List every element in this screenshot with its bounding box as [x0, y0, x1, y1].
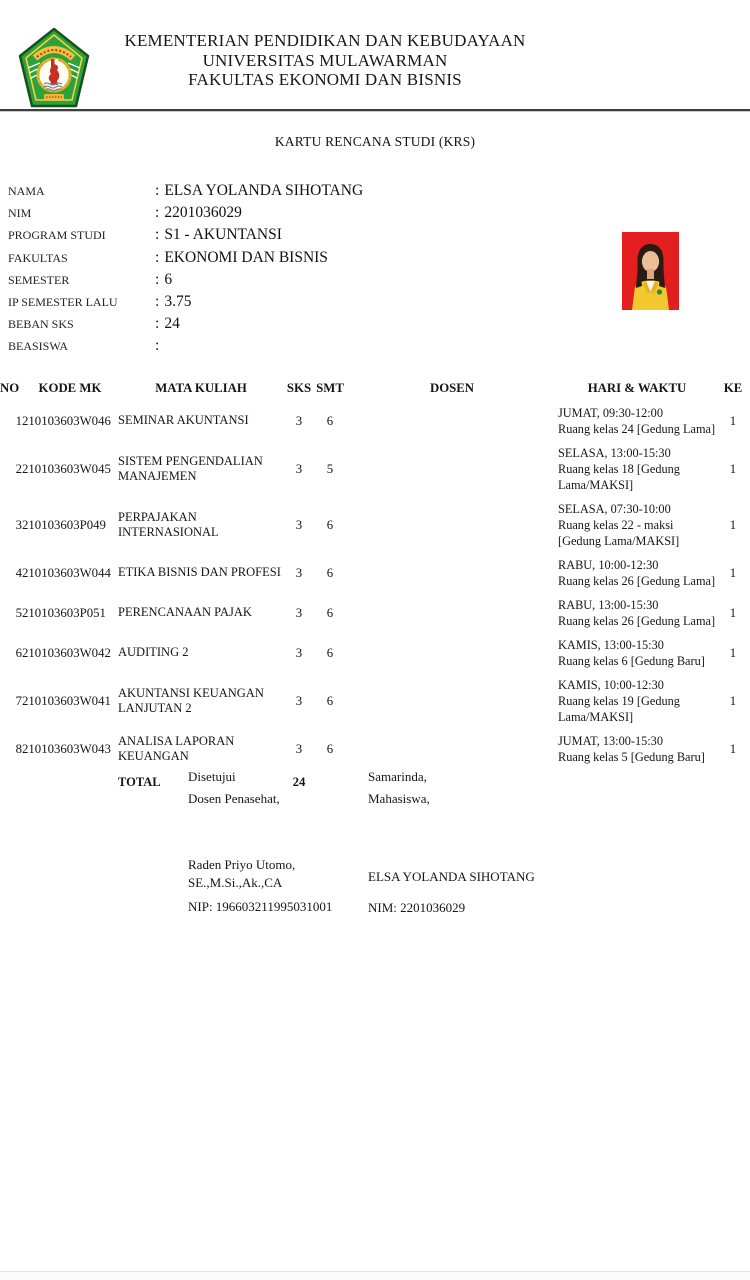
course-row — [0, 673, 750, 729]
info-colon: : — [155, 182, 160, 199]
cell-kode-mk: 210103603W046 — [22, 413, 111, 428]
info-value: S1 - AKUNTANSI — [164, 226, 282, 244]
cell-hari-waktu — [558, 673, 716, 729]
cell-kelas: 1 — [729, 565, 737, 580]
cell-smt: 6 — [326, 645, 334, 660]
cell-mata-kuliah: ANALISA LAPORAN KEUANGAN — [118, 733, 235, 763]
cell-sks: 3 — [295, 565, 303, 580]
header-dosen: DOSEN — [429, 381, 475, 395]
student-nim: NIM: 2201036029 — [368, 900, 466, 915]
student-info — [8, 182, 608, 360]
cell-mata-kuliah: SISTEM PENGENDALIAN MANAJEMEN — [118, 453, 263, 483]
schedule-room: Ruang kelas 6 [Gedung Baru] — [558, 654, 705, 668]
cell-no: 2 — [15, 461, 22, 476]
schedule-day-time: SELASA, 07:30-10:00 — [558, 502, 671, 516]
cell-smt: 6 — [326, 517, 334, 532]
cell-kode-mk: 210103603W045 — [22, 461, 111, 476]
cell-hari-waktu — [558, 553, 716, 593]
total-sks-value: 24 — [292, 775, 306, 790]
course-row — [0, 401, 750, 441]
cell-mata-kuliah: PERENCANAAN PAJAK — [118, 605, 252, 620]
info-colon: : — [155, 315, 160, 333]
cell-sks: 3 — [295, 693, 303, 708]
cell-kode-mk: 210103603W044 — [22, 565, 111, 580]
info-label: IP SEMESTER LALU — [8, 294, 118, 309]
cell-kode-mk: 210103603P051 — [22, 605, 106, 620]
letterhead-faculty: FAKULTAS EKONOMI DAN BISNIS — [188, 70, 462, 89]
advisor-degrees: SE.,M.Si.,Ak.,CA — [188, 875, 283, 890]
cell-sks: 3 — [295, 645, 303, 660]
cell-sks: 3 — [295, 741, 303, 756]
cell-hari-waktu — [558, 401, 716, 441]
cell-kode-mk: 210103603P049 — [22, 517, 106, 532]
student-info-row — [8, 315, 608, 337]
header-smt: SMT — [316, 381, 344, 395]
student-info-row — [8, 226, 608, 248]
schedule-room: Ruang kelas 26 [Gedung Lama] — [558, 614, 716, 628]
cell-smt: 6 — [326, 413, 334, 428]
student-signature-block — [368, 766, 568, 919]
info-value: 3.75 — [164, 292, 192, 310]
course-row — [0, 633, 750, 673]
cell-hari-waktu — [558, 497, 716, 553]
cell-mata-kuliah: SEMINAR AKUNTANSI — [118, 413, 249, 428]
cell-mata-kuliah: PERPAJAKAN INTERNASIONAL — [118, 509, 219, 539]
course-row — [0, 593, 750, 633]
letterhead-university: UNIVERSITAS MULAWARMAN — [202, 50, 448, 70]
course-row — [0, 497, 750, 553]
cell-hari-waktu — [558, 593, 716, 633]
student-info-row — [8, 182, 608, 204]
cell-kelas: 1 — [729, 461, 737, 476]
schedule-day-time: SELASA, 13:00-15:30 — [558, 446, 671, 460]
cell-kelas: 1 — [729, 693, 737, 708]
header-kelas: KE — [723, 381, 743, 395]
schedule-room: Ruang kelas 26 [Gedung Lama] — [558, 574, 716, 588]
cell-smt: 5 — [326, 461, 334, 476]
cell-kode-mk: 210103603W043 — [22, 741, 111, 756]
cell-dosen — [346, 553, 558, 593]
cell-smt: 6 — [326, 693, 334, 708]
info-value: 24 — [164, 315, 180, 333]
info-colon: : — [155, 204, 160, 222]
cell-hari-waktu — [558, 633, 716, 673]
cell-no: 8 — [15, 741, 22, 756]
course-row — [0, 553, 750, 593]
total-label: TOTAL — [118, 775, 161, 789]
cell-kelas: 1 — [729, 741, 737, 756]
info-label: BEASISWA — [8, 339, 69, 354]
advisor-name: Raden Priyo Utomo, — [188, 857, 296, 872]
approval-line: Disetujui — [188, 769, 236, 784]
info-label: FAKULTAS — [8, 250, 68, 265]
info-label: PROGRAM STUDI — [8, 228, 106, 243]
info-label: SEMESTER — [8, 272, 70, 287]
info-value: 2201036029 — [164, 204, 242, 222]
cell-sks: 3 — [295, 413, 303, 428]
header-no: NO — [0, 381, 20, 395]
letterhead — [40, 31, 610, 90]
advisor-role-line: Dosen Penasehat, — [188, 791, 280, 806]
student-info-row — [8, 271, 608, 293]
cell-kode-mk: 210103603W042 — [22, 645, 111, 660]
student-photo — [622, 232, 679, 310]
cell-dosen — [346, 441, 558, 497]
letterhead-divider — [0, 109, 750, 112]
cell-kode-mk: 210103603W041 — [22, 693, 111, 708]
student-info-row — [8, 293, 608, 315]
cell-sks: 3 — [295, 461, 303, 476]
cell-no: 3 — [15, 517, 22, 532]
course-table — [0, 379, 750, 795]
cell-dosen — [346, 633, 558, 673]
city-line: Samarinda, — [368, 769, 427, 784]
course-row — [0, 441, 750, 497]
cell-smt: 6 — [326, 565, 334, 580]
cell-no: 5 — [15, 605, 22, 620]
cell-smt: 6 — [326, 605, 334, 620]
student-info-row — [8, 249, 608, 271]
student-info-row — [8, 204, 608, 226]
cell-hari-waktu — [558, 729, 716, 769]
cell-dosen — [346, 673, 558, 729]
schedule-room: Ruang kelas 5 [Gedung Baru] — [558, 750, 705, 764]
cell-smt: 6 — [326, 741, 334, 756]
advisor-nip: NIP: 196603211995031001 — [188, 899, 333, 914]
student-name-signature: ELSA YOLANDA SIHOTANG — [368, 869, 535, 884]
cell-dosen — [346, 497, 558, 553]
info-colon: : — [155, 337, 160, 355]
cell-no: 6 — [15, 645, 22, 660]
cell-mata-kuliah: AKUNTANSI KEUANGAN LANJUTAN 2 — [118, 685, 264, 715]
info-colon: : — [155, 226, 160, 244]
schedule-day-time: RABU, 13:00-15:30 — [558, 598, 659, 612]
cell-sks: 3 — [295, 605, 303, 620]
cell-kelas: 1 — [729, 645, 737, 660]
cell-kelas: 1 — [729, 413, 737, 428]
cell-no: 7 — [15, 693, 22, 708]
cell-mata-kuliah: ETIKA BISNIS DAN PROFESI — [118, 565, 281, 580]
course-row — [0, 729, 750, 769]
schedule-room: Ruang kelas 18 [Gedung Lama/MAKSI] — [558, 462, 680, 492]
info-value: 6 — [164, 270, 173, 288]
page-bottom-edge — [0, 1271, 750, 1280]
header-kode-mk: KODE MK — [38, 381, 102, 395]
cell-no: 4 — [15, 565, 22, 580]
table-header-row — [0, 379, 750, 401]
student-role-line: Mahasiswa, — [368, 791, 430, 806]
student-info-row — [8, 337, 608, 359]
cell-dosen — [346, 401, 558, 441]
info-colon: : — [155, 270, 160, 288]
header-mata-kuliah: MATA KULIAH — [155, 381, 247, 395]
cell-hari-waktu — [558, 441, 716, 497]
cell-mata-kuliah: AUDITING 2 — [118, 645, 189, 660]
letterhead-ministry: KEMENTERIAN PENDIDIKAN DAN KEBUDAYAAN — [124, 31, 526, 50]
cell-sks: 3 — [295, 517, 303, 532]
advisor-signature-block — [188, 766, 363, 918]
cell-dosen — [346, 593, 558, 633]
header-sks: SKS — [286, 381, 312, 395]
schedule-room: Ruang kelas 22 - maksi [Gedung Lama/MAKSI] — [558, 518, 680, 548]
schedule-day-time: KAMIS, 10:00-12:30 — [558, 678, 664, 692]
cell-kelas: 1 — [729, 517, 737, 532]
schedule-room: Ruang kelas 19 [Gedung Lama/MAKSI] — [558, 694, 680, 724]
document-title: KARTU RENCANA STUDI (KRS) — [274, 134, 476, 149]
info-colon: : — [155, 248, 160, 266]
info-label: NAMA — [8, 184, 45, 198]
schedule-day-time: JUMAT, 13:00-15:30 — [558, 734, 663, 748]
info-colon: : — [155, 292, 160, 310]
cell-no: 1 — [15, 413, 22, 428]
info-label: BEBAN SKS — [8, 317, 74, 332]
info-value: ELSA YOLANDA SIHOTANG — [164, 182, 364, 199]
schedule-room: Ruang kelas 24 [Gedung Lama] — [558, 422, 716, 436]
cell-kelas: 1 — [729, 605, 737, 620]
schedule-day-time: JUMAT, 09:30-12:00 — [558, 406, 663, 420]
schedule-day-time: KAMIS, 13:00-15:30 — [558, 638, 664, 652]
info-value: EKONOMI DAN BISNIS — [164, 248, 328, 266]
cell-dosen — [346, 729, 558, 769]
info-label: NIM — [8, 206, 32, 221]
schedule-day-time: RABU, 10:00-12:30 — [558, 558, 659, 572]
header-hari-waktu: HARI & WAKTU — [587, 381, 687, 395]
